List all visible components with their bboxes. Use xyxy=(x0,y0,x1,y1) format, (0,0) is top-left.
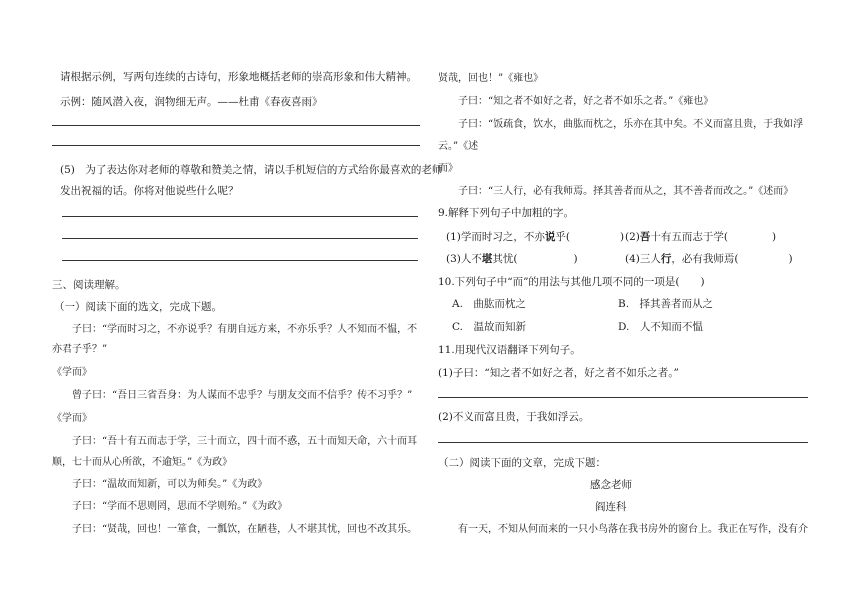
passage-source: 《学而》 xyxy=(52,367,92,378)
q10-heading: 10.下列句子中“而”的用法与其他几项不同的一项是( ) xyxy=(438,276,705,288)
passage-line: 子曰：“吾十有五而志于学，三十而立，四十而不惑，五十而知天命，六十而耳 xyxy=(72,436,418,447)
passage-source: 《学而》 xyxy=(52,413,92,424)
q9-item-4 xyxy=(625,252,793,266)
passage-line: 曾子曰：“吾日三省吾身：为人谋而不忠乎？与朋友交而不信乎？传不习乎？” xyxy=(72,390,413,401)
q11-item-1: (1)子曰：“知之者不如好之者，好之者不如乐之者。” xyxy=(438,367,679,379)
section-heading: 三、阅读理解。 xyxy=(52,279,126,291)
passage-line: 顺，七十而从心所欲，不逾矩。”《为政》 xyxy=(52,457,233,468)
q9-3-text2: 其忧( xyxy=(492,253,518,265)
q9-3-bold: 堪 xyxy=(481,253,493,265)
answer-line[interactable] xyxy=(438,442,808,443)
q9-1-bold: 说 xyxy=(544,231,556,243)
q9-2-text: (2) xyxy=(625,231,640,243)
answer-line[interactable] xyxy=(62,238,418,239)
q9-3-text: (3)人不 xyxy=(446,253,482,265)
passage-line: 子曰：“贤哉，回也！一箪食，一瓢饮，在陋巷，人不堪其忧，回也不改其乐。 xyxy=(72,524,418,535)
q9-item-3 xyxy=(446,252,578,266)
passage-line: 贤哉，回也！”《雍也》 xyxy=(438,73,544,84)
q9-3-close: ) xyxy=(573,253,578,265)
q9-heading: 9.解释下列句子中加粗的字。 xyxy=(438,207,575,219)
q9-2-text2: 十有五而志于学( xyxy=(650,231,728,243)
q9-item-1 xyxy=(446,230,624,244)
q10-option-c[interactable]: C. 温故而知新 xyxy=(452,321,526,333)
part2-heading: （二）阅读下面的文章，完成下题： xyxy=(438,457,606,469)
q9-2-close: ) xyxy=(771,231,777,243)
passage-line: 子曰：“饭疏食，饮水，曲肱而枕之，乐亦在其中矣。不义而富且贵，于我如浮 xyxy=(458,119,804,130)
article-body: 有一天，不知从何而来的一只小鸟落在我书房外的窗台上。我正在写作，没有介 xyxy=(458,524,808,535)
article-title: 感念老师 xyxy=(590,479,632,491)
q4-example: 示例：随风潜入夜，润物细无声。——杜甫《春夜喜雨》 xyxy=(60,96,323,108)
q9-4-text: (4)三人 xyxy=(625,253,661,265)
answer-line[interactable] xyxy=(52,125,420,126)
part1-heading: （一）阅读下面的选文，完成下题。 xyxy=(54,301,222,313)
passage-line: 云。”《述 xyxy=(438,141,479,152)
q5-line2: 发出祝福的话。你将对他说些什么呢？ xyxy=(60,185,239,197)
passage-line: 子曰：“三人行，必有我师焉。择其善者而从之，其不善者而改之。”《述而》 xyxy=(458,186,794,197)
passage-line: 子曰：“知之者不如好之者，好之者不如乐之者。”《雍也》 xyxy=(458,96,714,107)
q4-prompt: 请根据示例，写两句连续的古诗句，形象地概括老师的崇高形象和伟大精神。 xyxy=(60,71,417,83)
answer-line[interactable] xyxy=(62,260,418,261)
q11-heading: 11.用现代汉语翻译下列句子。 xyxy=(438,344,581,356)
article-author: 阎连科 xyxy=(595,501,627,513)
q9-4-text2: ，必有我师焉( xyxy=(671,253,739,265)
q9-item-2 xyxy=(625,230,776,244)
q10-option-a[interactable]: A. 曲肱而枕之 xyxy=(452,298,526,310)
passage-line: 子曰：“温故而知新，可以为师矣。”《为政》 xyxy=(72,479,268,490)
q10-option-d[interactable]: D. 人不知而不愠 xyxy=(618,321,703,333)
q9-1-text2: 乎( xyxy=(555,231,570,243)
q9-4-bold: 行 xyxy=(660,253,672,265)
answer-line[interactable] xyxy=(438,397,808,398)
q9-1-close: ) xyxy=(619,231,625,243)
q9-4-close: ) xyxy=(788,253,793,265)
q10-option-b[interactable]: B. 择其善者而从之 xyxy=(618,298,714,310)
q11-item-2: (2)不义而富且贵，于我如浮云。 xyxy=(438,411,590,423)
answer-line[interactable] xyxy=(52,145,420,146)
answer-line[interactable] xyxy=(62,216,418,217)
passage-line: 子曰：“学而时习之，不亦说乎？有朋自远方来，不亦乐乎？人不知而不愠，不 xyxy=(72,324,418,335)
q5-line1: (5) 为了表达你对老师的尊敬和赞美之情，请以手机短信的方式给你最喜欢的老师 xyxy=(60,164,443,176)
passage-line: 而》 xyxy=(438,163,458,174)
q9-1-text: (1)学而时习之，不亦 xyxy=(446,231,545,243)
passage-line: 亦君子乎？” xyxy=(52,344,108,355)
q9-2-bold: 吾 xyxy=(639,231,651,243)
passage-line: 子曰：“学而不思则罔，思而不学则殆。”《为政》 xyxy=(72,501,288,512)
